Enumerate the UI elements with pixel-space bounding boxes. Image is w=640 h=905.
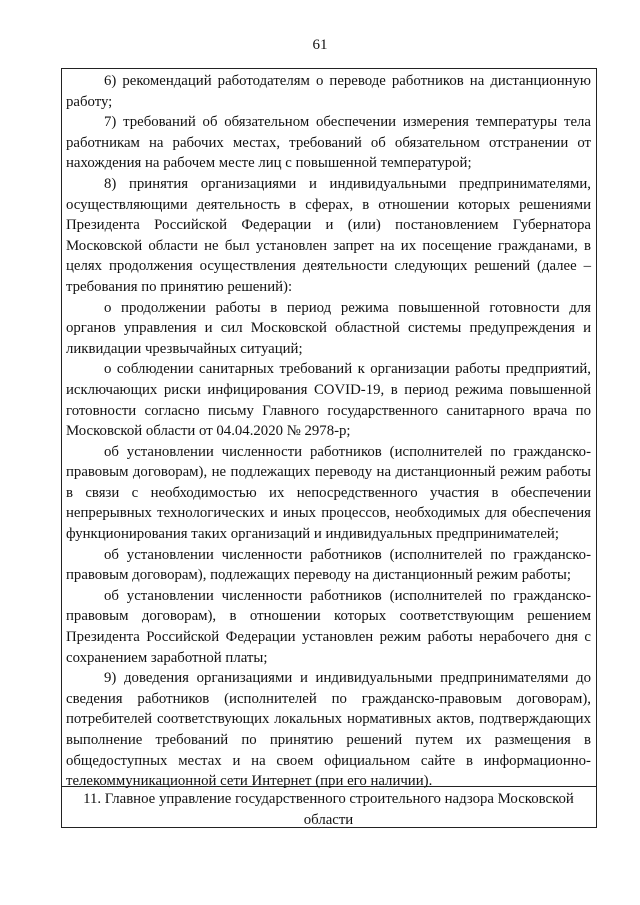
paragraph-subitem: о соблюдении санитарных требований к организации работы предприятий, исключающих риски инфицирования COVID-19, в период режима повышенной готовности согласно письму Главного государственного санитарного врача по Московской области от 04.04.2020 № 2978-р; <box>66 361 591 440</box>
paragraph-subitem: о продолжении работы в период режима повышенной готовности для органов управления и сил Московской областной системы предупреждения и ликвидации чрезвычайных ситуаций; <box>66 299 591 357</box>
paragraph-item-8: 8) принятия организациями и индивидуальными предпринимателями, осуществляющими деятельность в сферах, в отношении которых решениями Президента Российской Федерации и (или) постановлением Губернатора Московской области не был установлен запрет на их посещение гражданами, в целях продолжения осуществления деятельности следующих решений (далее – требования по принятию решений): <box>66 175 591 295</box>
paragraph-subitem: об установлении численности работников (исполнителей по гражданско-правовым договорам), подлежащих переводу на дистанционный режим работы; <box>66 546 591 584</box>
paragraph-item-7: 7) требований об обязательном обеспечении измерения температуры тела работникам на рабочих местах, требований об обязательном отстранении от нахождения на рабочем месте лиц с повышенной температурой; <box>66 114 591 172</box>
section-heading: 11. Главное управление государственного строительного надзора Московской области <box>83 791 574 828</box>
page-number: 61 <box>312 37 328 53</box>
requirements-text <box>66 71 591 792</box>
paragraph-item-9: 9) доведения организациями и индивидуальными предпринимателями до сведения работников (исполнителей по гражданско-правовым договорам), потребителей соответствующих локальных нормативных актов, подтверждающих выполнение требований по принятию решений путем их размещения в общедоступных местах и на своем официальном сайте в информационно-телекоммуникационной сети Интернет (при его наличии). <box>66 670 591 790</box>
paragraph-subitem: об установлении численности работников (исполнителей по гражданско-правовым договорам), не подлежащих переводу на дистанционный режим работы в связи с необходимостью их непосредственного участия в обеспечении непрерывных технологических и иных процессов, необходимых для обеспечения функционирования таких организаций и индивидуальных предпринимателей; <box>66 443 591 543</box>
paragraph-subitem: об установлении численности работников (исполнителей по гражданско-правовым договорам), в отношении которых соответствующим решением Президента Российской Федерации установлен режим работы нерабочего дня с сохранением заработной платы; <box>66 587 591 666</box>
paragraph-item-6: 6) рекомендаций работодателям о переводе работников на дистанционную работу; <box>66 73 591 110</box>
